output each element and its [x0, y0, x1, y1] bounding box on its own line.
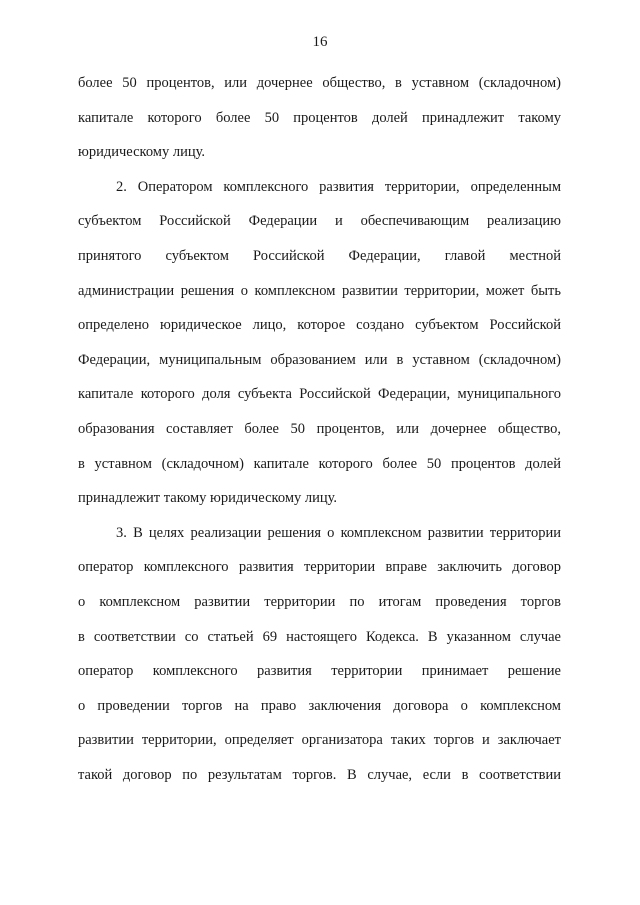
text-line: такой договор по результатам торгов. В случае, если в соответствии — [78, 766, 561, 783]
text-line: развитии территории, определяет организатора таких торгов и заключает — [78, 732, 561, 749]
text-line: в соответствии со статьей 69 настоящего Кодекса. В указанном случае — [78, 628, 561, 645]
text-line: в уставном (складочном) капитале которого более 50 процентов долей — [78, 455, 561, 472]
text-line: 2. Оператором комплексного развития территории, определенным — [116, 178, 561, 195]
text-line: определено юридическое лицо, которое создано субъектом Российской — [78, 317, 561, 334]
text-line: оператор комплексного развития территории принимает решение — [78, 663, 561, 680]
paragraph — [78, 170, 561, 516]
text-line: капитале которого более 50 процентов долей принадлежит такому — [78, 109, 561, 126]
page-number: 16 — [312, 34, 328, 50]
text-line: принятого субъектом Российской Федерации, главой местной — [78, 247, 561, 264]
text-line: капитале которого доля субъекта Российской Федерации, муниципального — [78, 386, 561, 403]
text-line: более 50 процентов, или дочернее общество, в уставном (складочном) — [78, 75, 561, 91]
text-line: юридическому лицу. — [78, 144, 206, 161]
document-body — [78, 66, 561, 792]
text-line: о комплексном развитии территории по итогам проведения торгов — [78, 593, 561, 610]
text-line: образования составляет более 50 процентов, или дочернее общество, — [78, 420, 561, 437]
paragraph — [78, 66, 561, 170]
text-line: 3. В целях реализации решения о комплексном развитии территории — [116, 524, 561, 541]
text-line: принадлежит такому юридическому лицу. — [78, 490, 338, 507]
text-line: администрации решения о комплексном развитии территории, может быть — [78, 282, 561, 299]
text-line: оператор комплексного развития территории вправе заключить договор — [78, 559, 561, 576]
paragraph — [78, 516, 561, 793]
text-line: субъектом Российской Федерации и обеспечивающим реализацию — [78, 213, 561, 230]
text-line: о проведении торгов на право заключения договора о комплексном — [78, 697, 561, 714]
text-line: Федерации, муниципальным образованием или в уставном (складочном) — [78, 351, 561, 368]
